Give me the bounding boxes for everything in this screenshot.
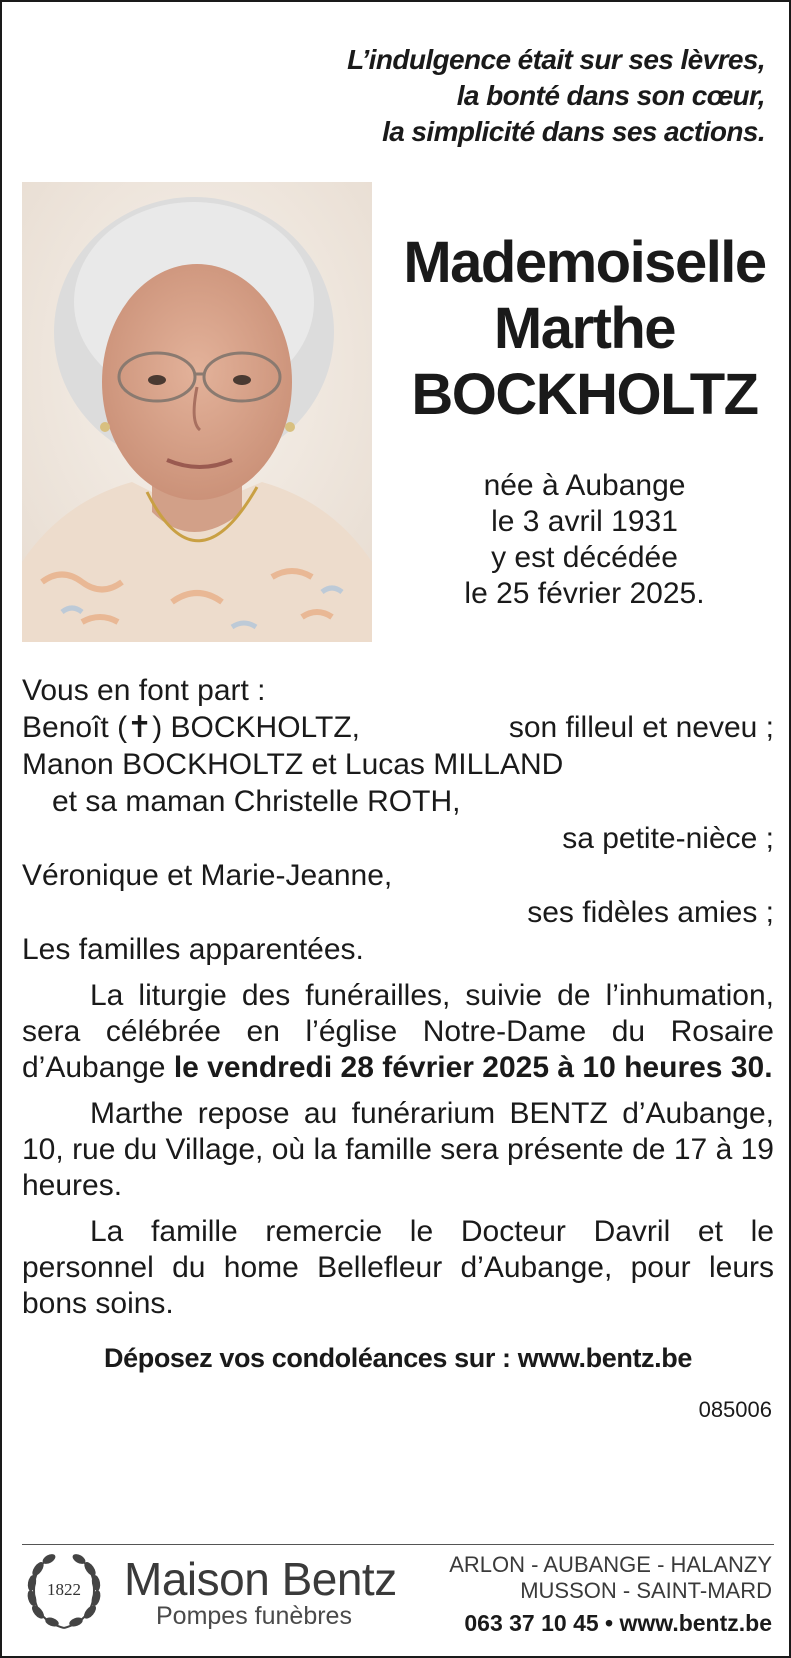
contact-info: 063 37 10 45 • www.bentz.be — [464, 1610, 772, 1636]
condolences-notice: Déposez vos condoléances sur : www.bentz.be — [104, 1343, 692, 1373]
announcement-body — [22, 672, 774, 1428]
birth-date: le 3 avril 1931 — [491, 505, 678, 538]
reference-number: 085006 — [698, 1397, 772, 1422]
thanks-paragraph: La famille remercie le Docteur Davril et le personnel du home Bellefleur d’Aubange, pour leurs bons soins. — [22, 1215, 774, 1320]
footer-divider — [22, 1544, 774, 1545]
locations-line-2: MUSSON - SAINT-MARD — [520, 1578, 772, 1603]
laurel-wreath-icon — [24, 1550, 102, 1632]
family-entry-relatives: Les familles apparentées. — [22, 933, 364, 966]
family-relation: sa petite-nièce ; — [562, 822, 774, 855]
announcement-intro: Vous en font part : — [22, 674, 266, 707]
deceased-name — [392, 230, 777, 428]
family-entry — [22, 709, 774, 746]
funeral-datetime: le vendredi 28 février 2025 à 10 heures 30. — [173, 1051, 773, 1084]
death-date: le 25 février 2025. — [464, 577, 705, 610]
family-relation: ses fidèles amies ; — [527, 896, 774, 929]
locations-line-1: ARLON - AUBANGE - HALANZY — [449, 1552, 772, 1577]
family-relation: son filleul et neveu ; — [508, 711, 774, 744]
portrait-photo — [22, 182, 372, 642]
family-name: Benoît (✝) BOCKHOLTZ, — [22, 711, 360, 744]
funeral-text: La liturgie des funérailles, suivie de l’inhumation, sera célébrée en l’église Notre-Dame du Rosaire d’Aubange — [22, 979, 774, 1084]
name-first: Marthe — [493, 296, 676, 361]
name-last: BOCKHOLTZ — [411, 362, 758, 427]
birth-place: née à Aubange — [483, 469, 686, 502]
name-title: Mademoiselle — [403, 230, 766, 295]
funeral-paragraph — [22, 978, 774, 1086]
death-place: y est décédée — [491, 541, 678, 574]
branch-locations — [412, 1552, 772, 1604]
family-name: Véronique et Marie-Jeanne, — [22, 859, 393, 892]
footer — [22, 1550, 774, 1640]
epigraph — [205, 42, 765, 150]
founding-year: 1822 — [47, 1580, 81, 1599]
epigraph-line-2: la bonté dans son cœur, — [456, 80, 765, 111]
viewing-paragraph: Marthe repose au funérarium BENTZ d’Aubange, 10, rue du Village, où la famille sera présente de 17 à 19 heures. — [22, 1097, 774, 1202]
family-name-continued: et sa maman Christelle ROTH, — [52, 785, 461, 818]
epigraph-line-1: L’indulgence était sur ses lèvres, — [347, 44, 765, 75]
brand-subtitle: Pompes funèbres — [156, 1602, 352, 1630]
epigraph-line-3: la simplicité dans ses actions. — [382, 116, 765, 147]
brand-name: Maison Bentz — [124, 1553, 397, 1605]
family-name: Manon BOCKHOLTZ et Lucas MILLAND — [22, 748, 564, 781]
birth-death-info — [422, 468, 747, 612]
